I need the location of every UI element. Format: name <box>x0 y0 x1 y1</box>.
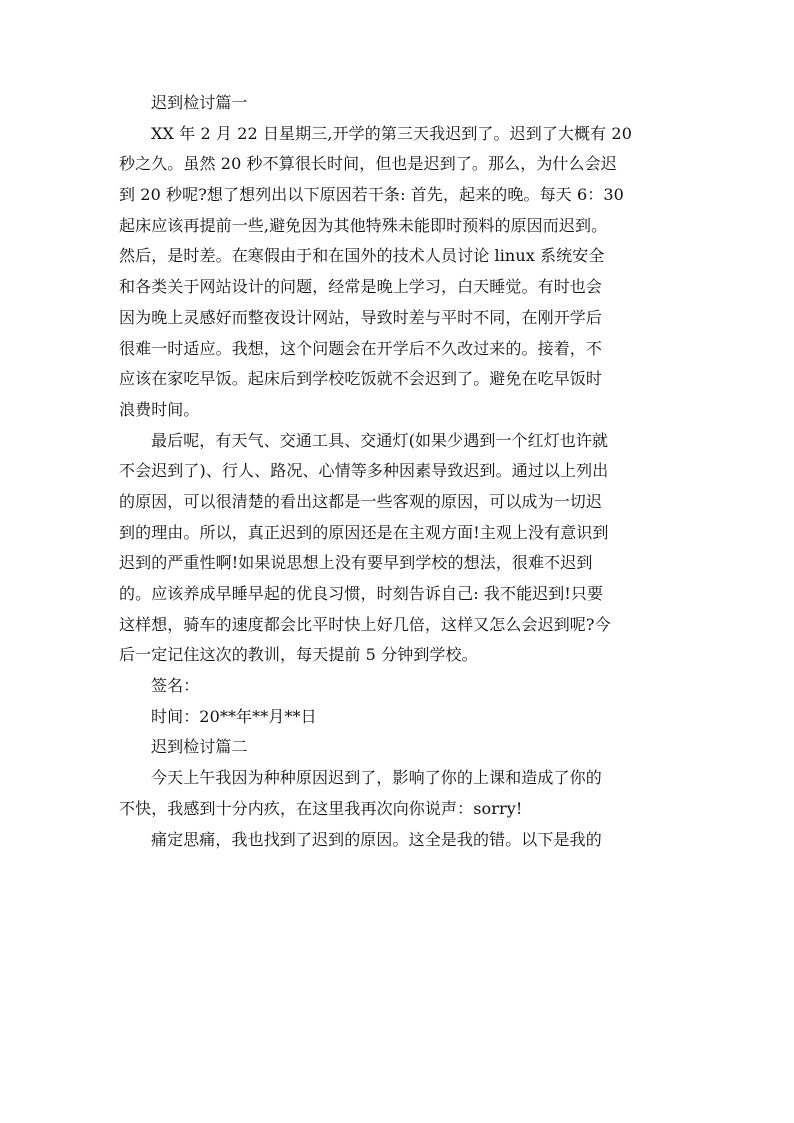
paragraph-line: 起床应该再提前一些,避免因为其他特殊未能即时预料的原因而迟到。 <box>119 215 608 235</box>
paragraph-line: 不会迟到了)、行人、路况、心情等多种因素导致迟到。通过以上列出 <box>119 461 609 481</box>
paragraph-line: 的原因，可以很清楚的看出这都是一些客观的原因，可以成为一切迟 <box>119 491 603 511</box>
paragraph-line: 最后呢，有天气、交通工具、交通灯(如果少遇到一个红灯也许就 <box>151 430 609 450</box>
paragraph-line: 后一定记住这次的教训，每天提前 5 分钟到学校。 <box>119 645 478 665</box>
paragraph-line: 这样想，骑车的速度都会比平时快上好几倍，这样又怎么会迟到呢?今 <box>119 614 611 634</box>
paragraph-line: 痛定思痛，我也找到了迟到的原因。这全是我的错。以下是我的 <box>151 829 602 849</box>
section-title-2: 迟到检讨篇二 <box>151 737 248 757</box>
paragraph-line: 今天上午我因为种种原因迟到了，影响了你的上课和造成了你的 <box>151 768 602 788</box>
paragraph-line: 不快，我感到十分内疚，在这里我再次向你说声：sorry! <box>119 798 523 818</box>
document-page <box>119 88 681 855</box>
paragraph-line: 迟到的严重性啊!如果说思想上没有要早到学校的想法，很难不迟到 <box>119 553 593 573</box>
signature-label: 签名： <box>151 676 200 696</box>
paragraph-line: 因为晚上灵感好而整夜设计网站，导致时差与平时不同，在刚开学后 <box>119 307 603 327</box>
time-label: 时间：20**年**月**日 <box>151 706 317 726</box>
section-title-1: 迟到检讨篇一 <box>151 93 248 112</box>
paragraph-line: 应该在家吃早饭。起床后到学校吃饭就不会迟到了。避免在吃早饭时 <box>119 369 603 389</box>
paragraph-line: 到 20 秒呢?想了想列出以下原因若干条: 首先，起来的晚。每天 6：30 <box>119 185 624 205</box>
paragraph-line: 到的理由。所以，真正迟到的原因还是在主观方面!主观上没有意识到 <box>119 522 609 542</box>
paragraph-line: XX 年 2 月 22 日星期三,开学的第三天我迟到了。迟到了大概有 20 <box>151 123 632 143</box>
paragraph-1 <box>119 119 681 426</box>
paragraph-line: 的。应该养成早睡早起的优良习惯，时刻告诉自己: 我不能迟到!只要 <box>119 584 604 603</box>
paragraph-line: 然后，是时差。在寒假由于和在国外的技术人员讨论 linux 系统安全 <box>119 246 605 266</box>
paragraph-2 <box>119 426 681 672</box>
paragraph-4 <box>119 825 681 856</box>
paragraph-3 <box>119 763 681 824</box>
paragraph-line: 秒之久。虽然 20 秒不算很长时间，但也是迟到了。那么，为什么会迟 <box>119 154 617 174</box>
paragraph-line: 很难一时适应。我想，这个问题会在开学后不久改过来的。接着，不 <box>119 338 603 358</box>
paragraph-line: 浪费时间。 <box>119 399 200 419</box>
paragraph-line: 和各类关于网站设计的问题，经常是晚上学习，白天睡觉。有时也会 <box>119 277 603 297</box>
